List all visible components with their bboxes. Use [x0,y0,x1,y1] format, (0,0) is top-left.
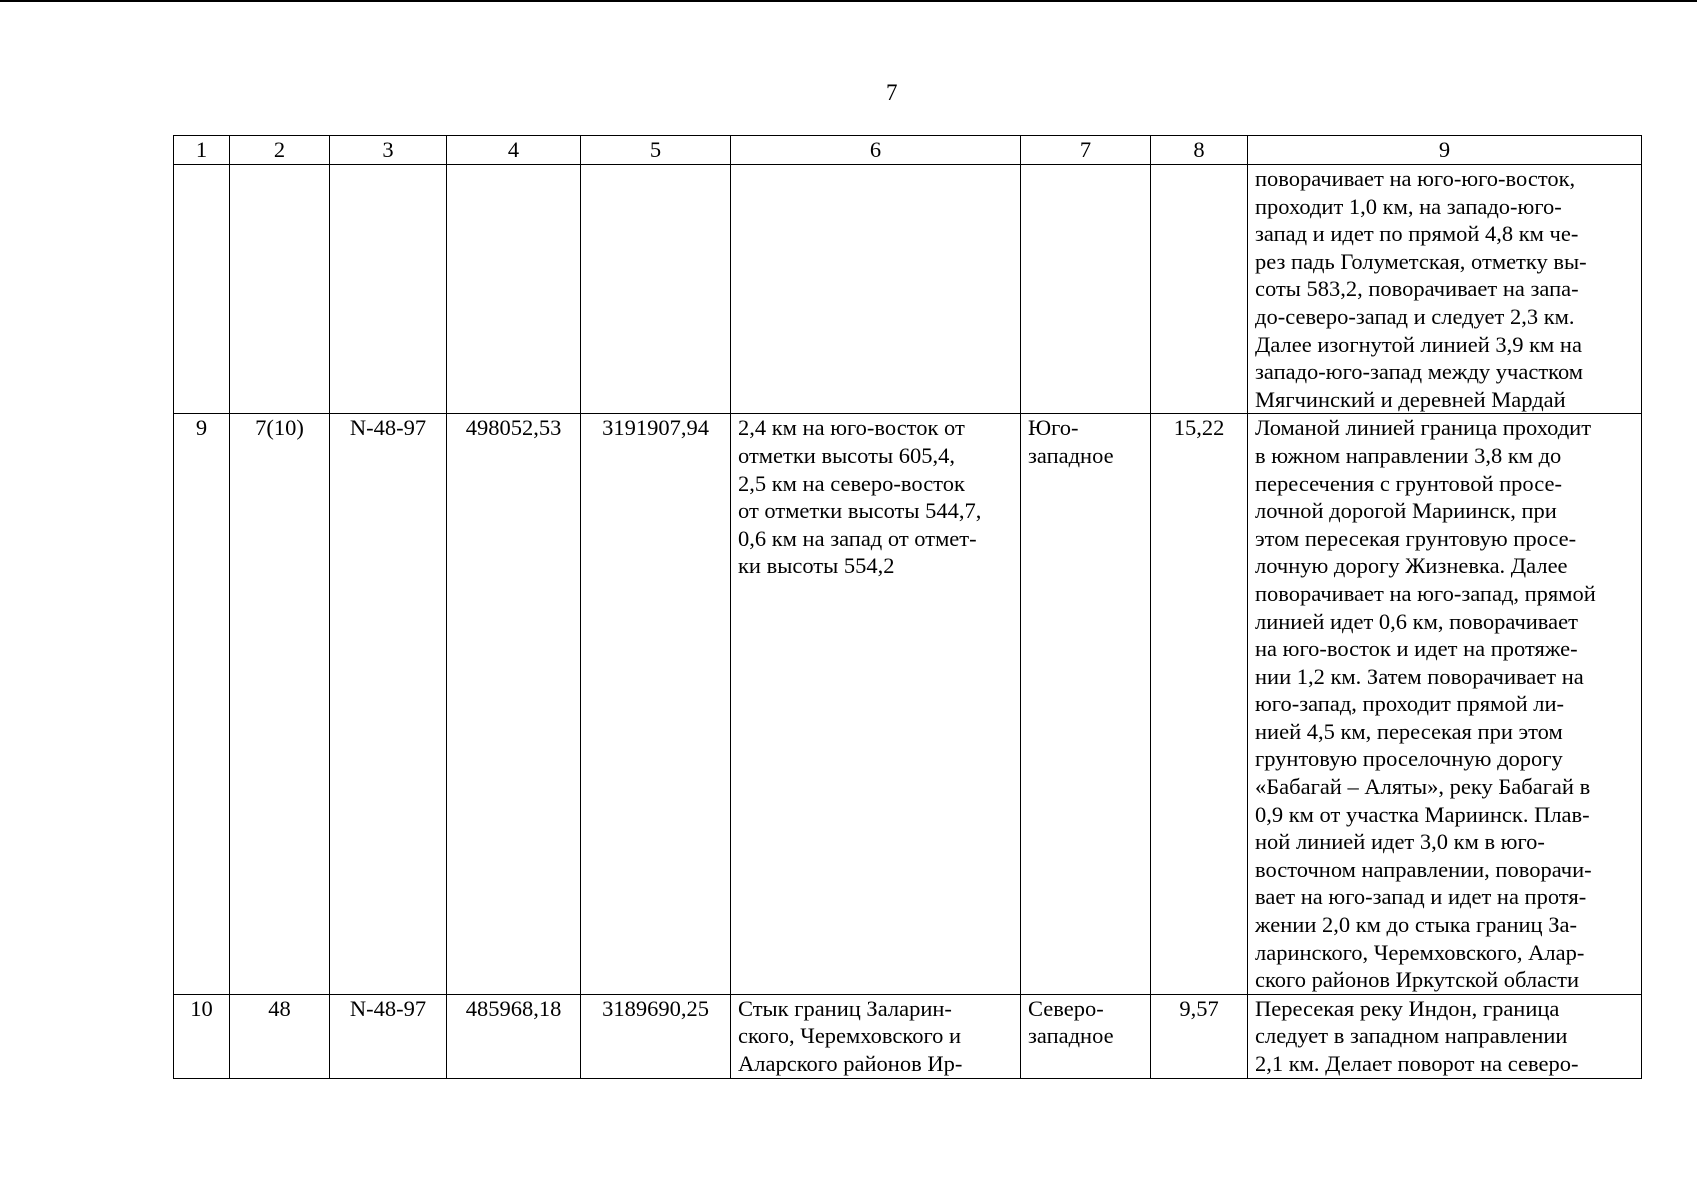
cell-text-line: вает на юго-запад и идет на протя- [1255,884,1587,910]
table-cell-col-6 [731,165,1021,414]
table-cell-col-5: 3189690,25 [581,994,731,1078]
cell-text-line: Пересекая реку Индон, граница [1255,995,1560,1021]
cell-text-line: 0,9 км от участка Мариинск. Плав- [1255,801,1590,827]
table-cell-col-1: 9 [174,414,230,994]
table-cell-col-3 [330,165,447,414]
cell-text-line: нии 1,2 км. Затем поворачивает на [1255,663,1584,689]
table-cell-col-2 [230,165,330,414]
cell-text-line: «Бабагай – Аляты», реку Бабагай в [1255,774,1591,800]
cell-text-line: грунтовую проселочную дорогу [1255,746,1563,772]
table-row [174,414,1642,994]
cell-text-line: 0,6 км на запад от отмет- [738,525,977,551]
cell-text-line: пересечения с грунтовой просе- [1255,470,1562,496]
cell-text-line: проходит 1,0 км, на западо-юго- [1255,193,1562,219]
column-header: 7 [1021,136,1151,165]
table-cell-col-5: 3191907,94 [581,414,731,994]
cell-text-line: восточном направлении, поворачи- [1255,856,1592,882]
cell-text-line: ки высоты 554,2 [738,553,895,579]
cell-text-line: ского районов Иркутской области [1255,967,1580,993]
cell-text-line: на юго-восток и идет на протяже- [1255,636,1578,662]
cell-text-line: линией идет 0,6 км, поворачивает [1255,608,1578,634]
cell-text-line: западо-юго-запад между участком [1255,359,1584,385]
column-header: 9 [1248,136,1642,165]
table-cell-col-3: N-48-97 [330,414,447,994]
cell-text-line: до-северо-запад и следует 2,3 км. [1255,303,1575,329]
table-row [174,994,1642,1078]
column-header: 8 [1151,136,1248,165]
cell-text-line: поворачивает на юго-запад, прямой [1255,580,1596,606]
cell-text-line: Далее изогнутой линией 3,9 км на [1255,331,1582,357]
table-cell-col-4 [447,165,581,414]
cell-text-line: юго-запад, проходит прямой ли- [1255,691,1565,717]
column-header: 2 [230,136,330,165]
cell-text-line: 2,1 км. Делает поворот на северо- [1255,1051,1579,1076]
table-cell-col-4: 485968,18 [447,994,581,1078]
cell-text-line: жении 2,0 км до стыка границ За- [1255,912,1577,938]
boundary-description-table [173,135,1642,1079]
table-cell-col-8: 15,22 [1151,414,1248,994]
cell-text-line: 2,4 км на юго-восток от [738,415,965,441]
table-cell-col-9 [1248,414,1642,994]
table-cell-col-2: 48 [230,994,330,1078]
table-cell-col-2: 7(10) [230,414,330,994]
column-header: 1 [174,136,230,165]
cell-text-line: западное [1028,442,1114,468]
cell-text-line: ларинского, Черемховского, Алар- [1255,939,1585,965]
cell-text-line: Аларского районов Ир- [738,1051,963,1076]
cell-text-line: Стык границ Заларин- [738,995,952,1021]
table-cell-col-7 [1021,414,1151,994]
cell-text-line: отметки высоты 605,4, [738,442,955,468]
cell-text-line: Северо- [1028,995,1104,1021]
column-header: 3 [330,136,447,165]
table-cell-col-1: 10 [174,994,230,1078]
cell-text-line: ского, Черемховского и [738,1023,962,1049]
cell-text-line: запад и идет по прямой 4,8 км че- [1255,221,1579,247]
column-number-header-row [174,136,1642,165]
cell-text-line: Юго- [1028,415,1079,441]
cell-text-line: следует в западном направлении [1255,1023,1568,1049]
cell-text-line: от отметки высоты 544,7, [738,498,982,524]
table-cell-col-5 [581,165,731,414]
cell-text-line: ной линией идет 3,0 км в юго- [1255,829,1545,855]
table-cell-col-6 [731,414,1021,994]
table-cell-col-1 [174,165,230,414]
table-cell-col-9 [1248,994,1642,1078]
table-cell-col-7 [1021,994,1151,1078]
table-cell-col-3: N-48-97 [330,994,447,1078]
cell-text-line: в южном направлении 3,8 км до [1255,442,1562,468]
column-header: 6 [731,136,1021,165]
cell-text-line: этом пересекая грунтовую просе- [1255,525,1577,551]
column-header: 4 [447,136,581,165]
cell-text-line: соты 583,2, поворачивает на запа- [1255,276,1579,302]
cell-text-line: лочную дорогу Жизневка. Далее [1255,553,1568,579]
cell-text-line: лочной дорогой Мариинск, при [1255,498,1557,524]
cell-text-line: нией 4,5 км, пересекая при этом [1255,718,1563,744]
table-cell-col-9 [1248,165,1642,414]
table-cell-col-6 [731,994,1021,1078]
top-border-rule [0,0,1697,2]
cell-text-line: Ломаной линией граница проходит [1255,415,1592,441]
cell-text-line: 2,5 км на северо-восток [738,470,965,496]
cell-text-line: Мягчинский и деревней Мардай [1255,386,1566,412]
page-number: 7 [886,80,898,105]
table-cell-col-7 [1021,165,1151,414]
table-cell-col-8: 9,57 [1151,994,1248,1078]
table-row [174,165,1642,414]
cell-text-line: рез падь Голуметская, отметку вы- [1255,248,1587,274]
cell-text-line: западное [1028,1023,1114,1049]
table-cell-col-8 [1151,165,1248,414]
table-cell-col-4: 498052,53 [447,414,581,994]
cell-text-line: поворачивает на юго-юго-восток, [1255,166,1576,191]
column-header: 5 [581,136,731,165]
